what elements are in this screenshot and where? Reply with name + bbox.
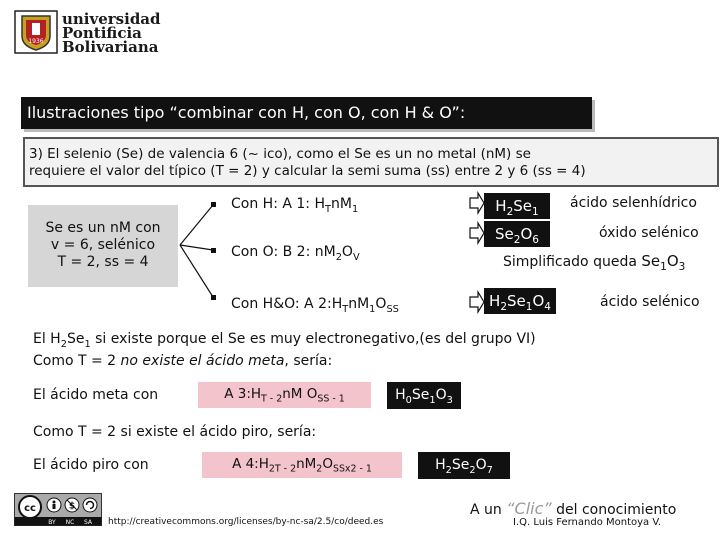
university-name-line-2: Pontificia — [62, 24, 142, 42]
university-name-line-3: Bolivariana — [62, 38, 159, 56]
route-o-name: óxido selénico — [599, 225, 699, 241]
svg-text:SA: SA — [83, 519, 93, 526]
route-ho-name: ácido selénico — [600, 294, 700, 310]
summary-line-2: v = 6, selénico — [50, 237, 156, 253]
route-h-name: ácido selenhídrico — [570, 195, 697, 211]
route-o-simplified-note: Simplificado queda $Se_1O_3$ — [503, 252, 686, 273]
piro-result: $H_2Se_2O_7$ — [418, 452, 510, 479]
svg-text:$: $ — [68, 501, 76, 512]
route-dot-2 — [211, 248, 216, 253]
route-o-formula: $Se_2O_6$ — [484, 221, 550, 247]
problem-line-1: 3) El selenio (Se) de valencia 6 (~ ico), como el Se es un no metal (nM) se — [29, 146, 531, 162]
footer-author: I.Q. Luis Fernando Montoya V. — [513, 517, 662, 528]
piro-rule: A $4:H_{2T - 2}nM_2O_{SSx2 - 1}$ — [202, 452, 402, 478]
svg-text:NC: NC — [65, 519, 75, 526]
svg-text:cc: cc — [24, 503, 36, 514]
route-o-label: Con O: B 2: $nM_2O_V$ — [231, 244, 360, 263]
piro-label: El ácido piro con — [33, 457, 149, 473]
svg-text:1936: 1936 — [28, 38, 44, 45]
footer-slogan: A un “Clic” del conocimiento — [470, 499, 677, 518]
license-link[interactable]: http://creativecommons.org/licenses/by-nc-sa/2.5/co/deed.es — [108, 517, 384, 527]
slide-title: Ilustraciones tipo “combinar con H, con O, con H & O”: — [21, 97, 592, 129]
meta-rule: A $3:H_{T - 2}nM$ $O_{SS - 1}$ — [198, 382, 371, 408]
route-ho-formula: $H_2Se_1O_4$ — [484, 288, 556, 314]
explanation-line-2: Como T = 2 no existe el ácido meta, sería: — [33, 353, 333, 369]
route-dot-3 — [211, 295, 216, 300]
route-h-label: Con H: A 1: $H_TnM_1$ — [231, 196, 359, 215]
summary-line-3: T = 2, ss = 4 — [57, 254, 149, 270]
sa-icon — [83, 498, 97, 512]
route-h-formula: $H_2Se_1$ — [484, 193, 550, 219]
summary-line-1: Se es un nM con — [45, 220, 161, 236]
meta-result: $H_0Se_1O_3$ — [387, 382, 461, 409]
route-ho-label: Con H&O: A $2:H_TnM_1O_{SS}$ — [231, 296, 399, 315]
cc-license-badge[interactable] — [14, 493, 102, 526]
problem-line-2: requiere el valor del típico (T = 2) y calcular la semi suma (ss) entre 2 y 6 (ss = 4) — [29, 163, 586, 179]
meta-label: El ácido meta con — [33, 387, 159, 403]
university-name-line-1: universidad — [62, 10, 161, 28]
route-dot-1 — [211, 202, 216, 207]
piro-intro: Como T = 2 si existe el ácido piro, sería: — [33, 424, 317, 440]
svg-text:BY: BY — [48, 519, 56, 526]
explanation-line-1: El $H_2Se_1$ si existe porque el Se es muy electronegativo,(es del grupo VI) — [33, 331, 536, 350]
